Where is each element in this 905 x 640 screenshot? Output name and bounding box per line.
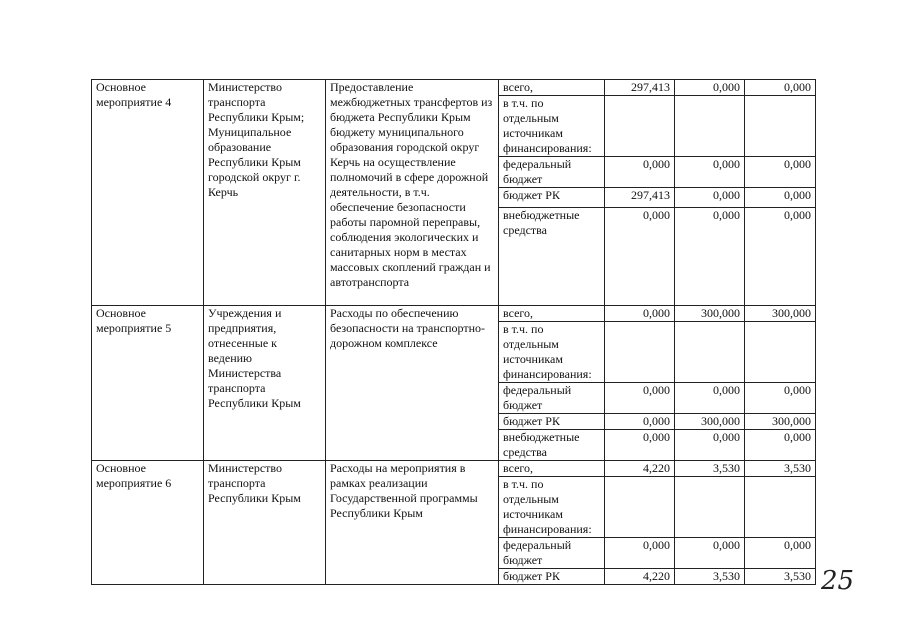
source-cell: бюджет РК (499, 414, 605, 430)
value-cell: 0,000 (675, 80, 745, 96)
measure-cell: Основное мероприятие 6 (92, 461, 204, 585)
source-cell: всего, (499, 306, 605, 322)
value-cell: 0,000 (675, 383, 745, 414)
value-cell (675, 96, 745, 157)
value-cell (745, 322, 816, 383)
value-cell (605, 477, 675, 538)
value-cell: 3,530 (745, 461, 816, 477)
value-cell: 0,000 (605, 414, 675, 430)
value-cell: 300,000 (675, 414, 745, 430)
value-cell: 297,413 (605, 188, 675, 208)
executor-cell: Министерство транспорта Республики Крым; Муниципальное образование Республики Крым городской округ г. Керчь (204, 80, 326, 306)
value-cell: 3,530 (675, 461, 745, 477)
source-cell: всего, (499, 461, 605, 477)
value-cell: 300,000 (675, 306, 745, 322)
value-cell: 3,530 (745, 569, 816, 585)
source-cell: федеральный бюджет (499, 383, 605, 414)
table-row (92, 80, 816, 96)
value-cell (745, 96, 816, 157)
description-cell: Расходы на мероприятия в рамках реализации Государственной программы Республики Крым (326, 461, 499, 585)
value-cell (745, 477, 816, 538)
value-cell: 0,000 (745, 383, 816, 414)
value-cell: 0,000 (605, 430, 675, 461)
value-cell: 0,000 (745, 208, 816, 306)
table-row (92, 306, 816, 322)
source-cell: бюджет РК (499, 569, 605, 585)
value-cell: 4,220 (605, 569, 675, 585)
value-cell: 297,413 (605, 80, 675, 96)
source-cell: федеральный бюджет (499, 538, 605, 569)
source-cell: внебюджетные средства (499, 430, 605, 461)
value-cell: 4,220 (605, 461, 675, 477)
value-cell: 0,000 (675, 538, 745, 569)
value-cell: 300,000 (745, 414, 816, 430)
value-cell: 0,000 (675, 430, 745, 461)
description-cell: Расходы по обеспечению безопасности на транспортно-дорожном комплексе (326, 306, 499, 461)
value-cell: 0,000 (605, 306, 675, 322)
value-cell (605, 96, 675, 157)
source-cell: в т.ч. по отдельным источникам финансирования: (499, 477, 605, 538)
value-cell: 0,000 (675, 188, 745, 208)
measure-cell: Основное мероприятие 5 (92, 306, 204, 461)
executor-cell: Учреждения и предприятия, отнесенные к ведению Министерства транспорта Республики Крым (204, 306, 326, 461)
source-cell: всего, (499, 80, 605, 96)
source-cell: в т.ч. по отдельным источникам финансирования: (499, 322, 605, 383)
source-cell: в т.ч. по отдельным источникам финансирования: (499, 96, 605, 157)
value-cell: 0,000 (605, 157, 675, 188)
value-cell: 300,000 (745, 306, 816, 322)
value-cell (675, 477, 745, 538)
source-cell: бюджет РК (499, 188, 605, 208)
value-cell: 0,000 (605, 208, 675, 306)
description-cell: Предоставление межбюджетных трансфертов из бюджета Республики Крым бюджету муниципального образования городской округ Керчь на осуществление полномочий в сфере дорожной деятельности, в т.ч. обеспечение безопасности работы паромной переправы, соблюдения экологических и санитарных норм в местах массовых скоплений граждан и автотранспорта (326, 80, 499, 306)
value-cell: 0,000 (745, 80, 816, 96)
source-cell: внебюджетные средства (499, 208, 605, 306)
source-cell: федеральный бюджет (499, 157, 605, 188)
table-row (92, 461, 816, 477)
value-cell: 0,000 (745, 188, 816, 208)
value-cell: 0,000 (745, 538, 816, 569)
budget-table (91, 79, 816, 585)
value-cell: 0,000 (605, 383, 675, 414)
value-cell: 0,000 (675, 157, 745, 188)
value-cell: 0,000 (675, 208, 745, 306)
page-number: 25 (821, 566, 855, 596)
value-cell: 3,530 (675, 569, 745, 585)
value-cell: 0,000 (745, 430, 816, 461)
value-cell (605, 322, 675, 383)
value-cell (675, 322, 745, 383)
measure-cell: Основное мероприятие 4 (92, 80, 204, 306)
executor-cell: Министерство транспорта Республики Крым (204, 461, 326, 585)
value-cell: 0,000 (605, 538, 675, 569)
value-cell: 0,000 (745, 157, 816, 188)
